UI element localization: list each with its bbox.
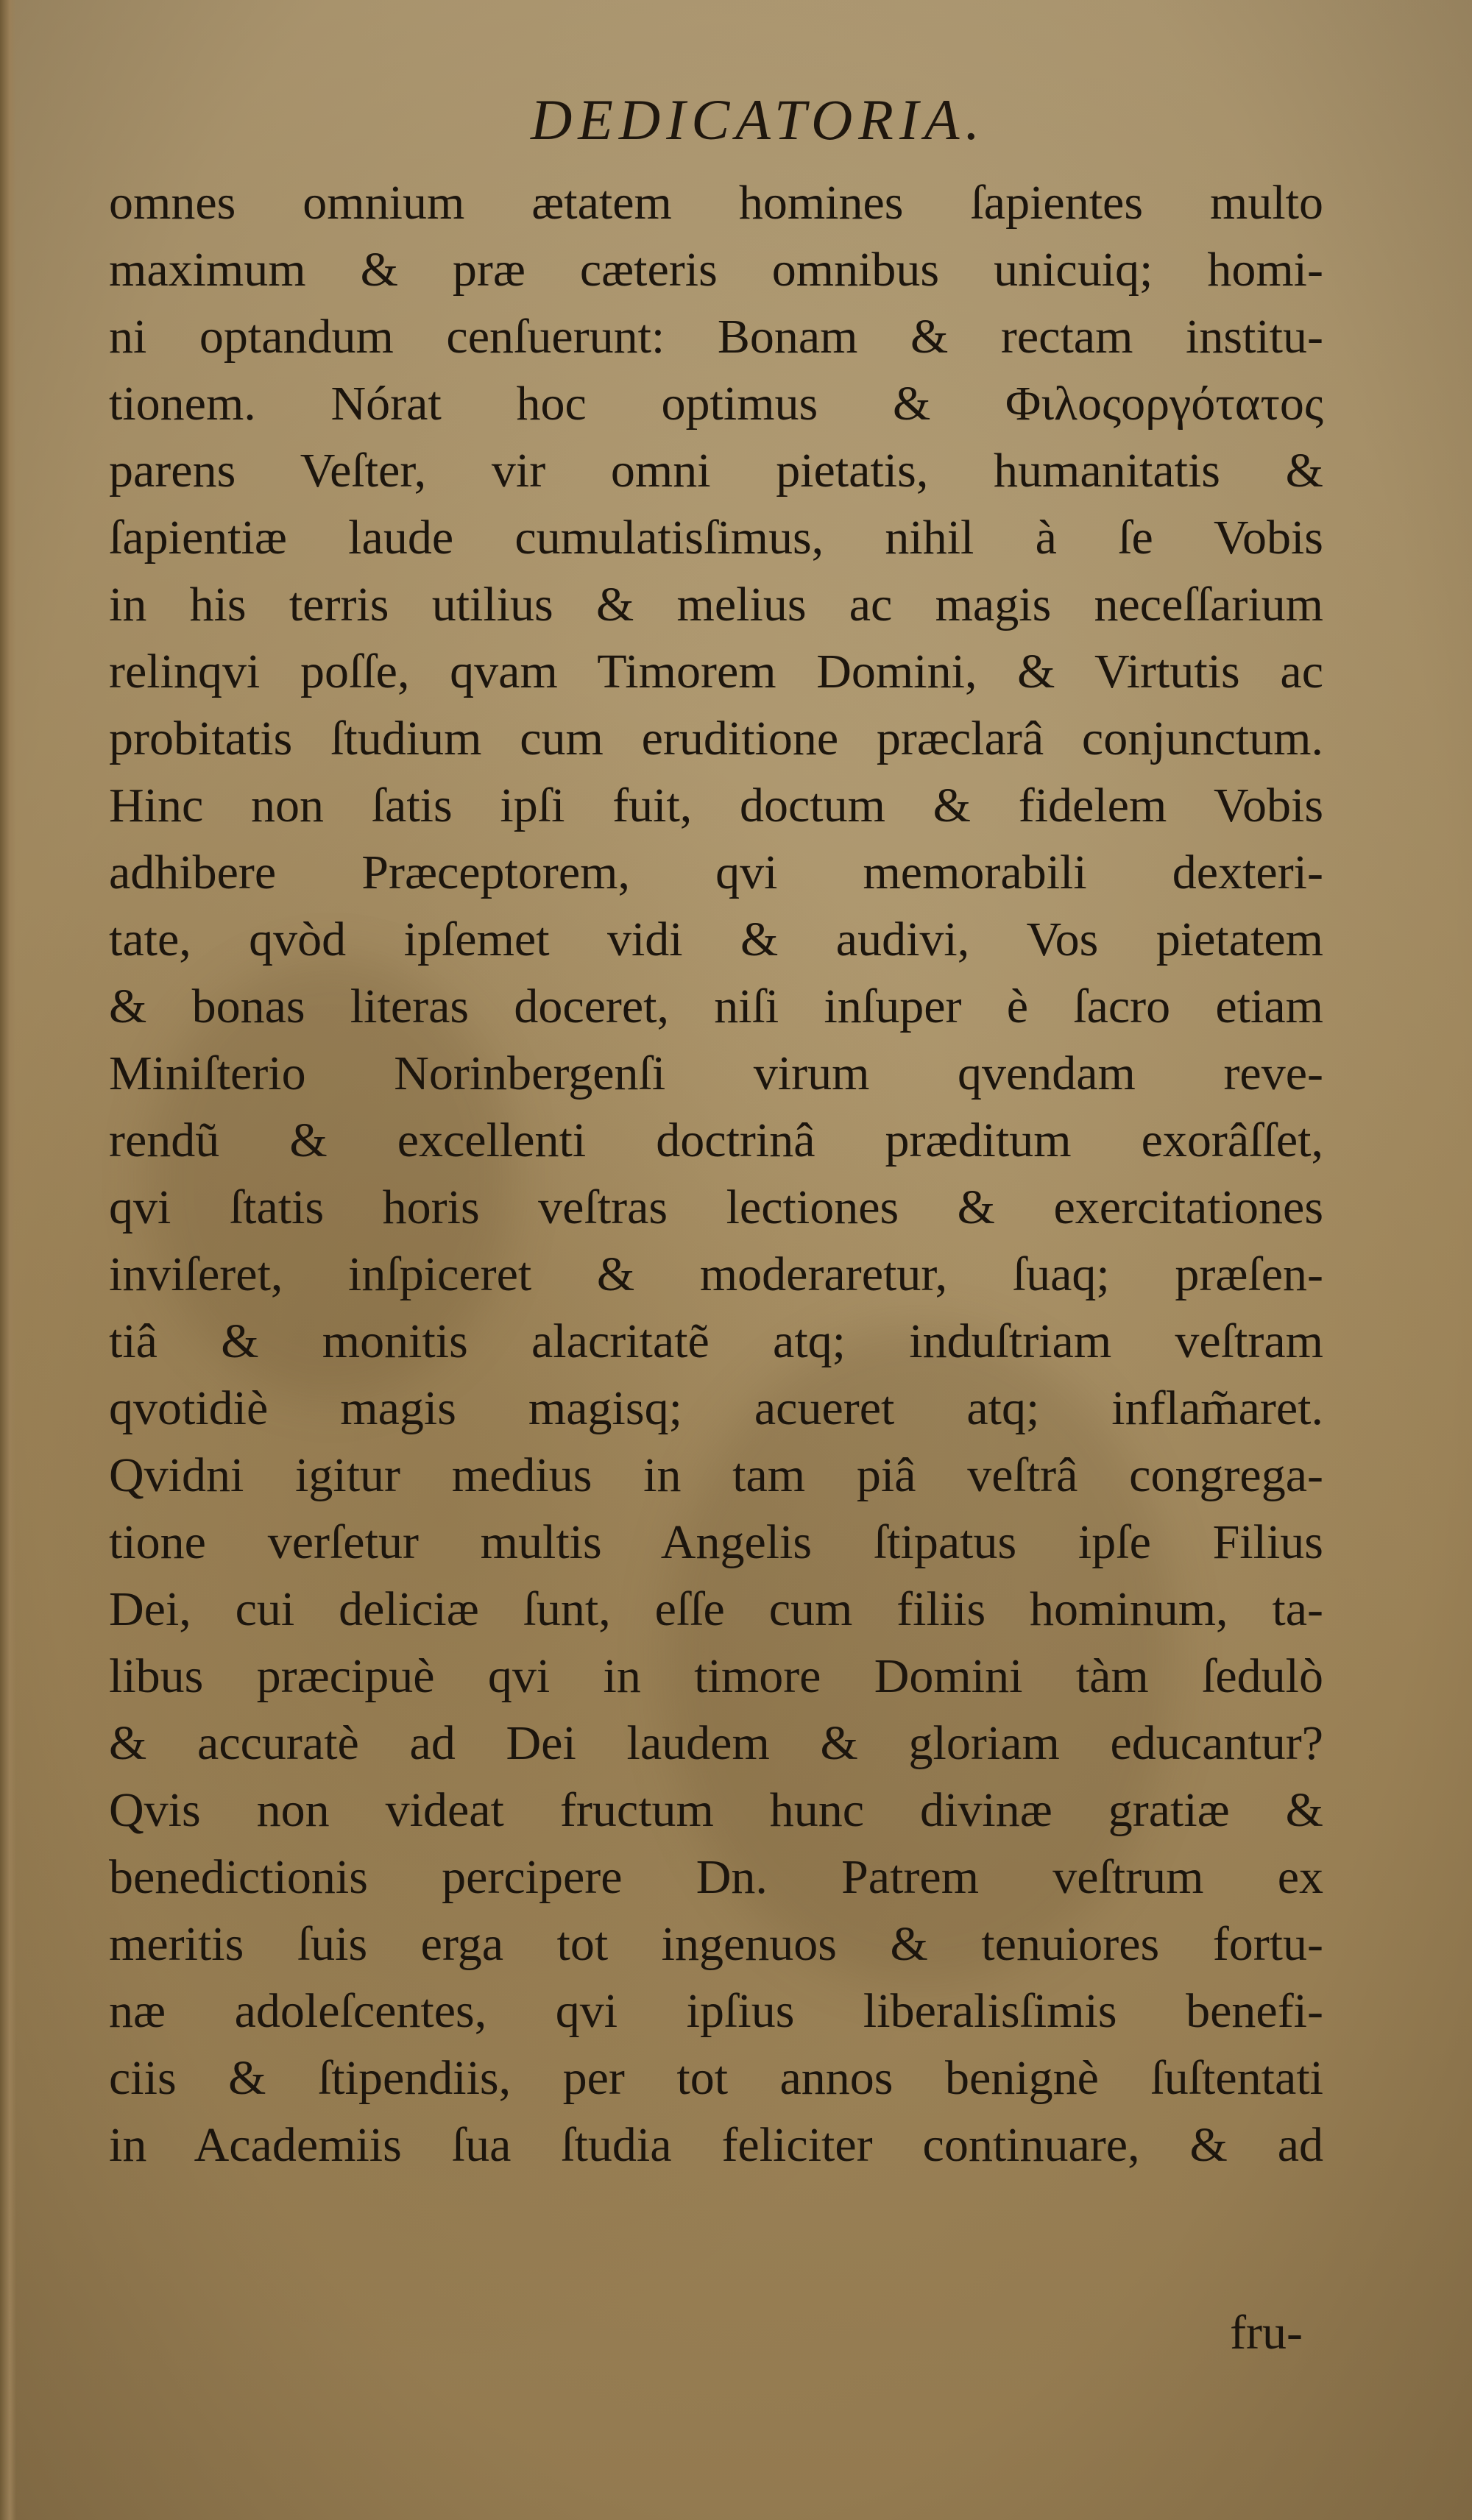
- text-line: probitatis ſtudium cum eruditione præclarâ conjunctum.: [109, 712, 1323, 765]
- text-line: relinqvi poſſe, qvam Timorem Domini, & Virtutis ac: [109, 645, 1323, 698]
- text-line: qvotidiè magis magisq; acueret atq; inflam̃aret.: [109, 1381, 1323, 1435]
- text-line: Dei, cui deliciæ ſunt, eſſe cum filiis hominum, ta-: [109, 1582, 1323, 1636]
- text-line: benedictionis percipere Dn. Patrem veſtrum ex: [109, 1850, 1323, 1904]
- catchword: fru-: [1230, 2306, 1303, 2360]
- text-line: tate, qvòd ipſemet vidi & audivi, Vos pietatem: [109, 913, 1323, 966]
- text-line: tiâ & monitis alacritatẽ atq; induſtriam veſtram: [109, 1314, 1323, 1368]
- text-line: næ adoleſcentes, qvi ipſius liberalisſimis benefi-: [109, 1984, 1323, 2038]
- text-line: in his terris utilius & melius ac magis neceſſarium: [109, 578, 1323, 631]
- text-line: rendũ & excellenti doctrinâ præditum exorâſſet,: [109, 1114, 1323, 1167]
- text-line: & bonas literas doceret, niſi inſuper è ſacro etiam: [109, 980, 1323, 1033]
- text-line: & accuratè ad Dei laudem & gloriam educantur?: [109, 1716, 1323, 1770]
- text-line: Miniſterio Norinbergenſi virum qvendam reve-: [109, 1047, 1323, 1100]
- text-line: qvi ſtatis horis veſtras lectiones & exercitationes: [109, 1181, 1323, 1234]
- text-line: Qvis non videat fructum hunc divinæ gratiæ &: [109, 1783, 1323, 1837]
- text-line: meritis ſuis erga tot ingenuos & tenuiores fortu-: [109, 1917, 1323, 1971]
- text-line: libus præcipuè qvi in timore Domini tàm ſedulò: [109, 1649, 1323, 1703]
- text-line: tione verſetur multis Angelis ſtipatus ipſe Filius: [109, 1515, 1323, 1569]
- text-line: ciis & ſtipendiis, per tot annos benignè ſuſtentati: [109, 2051, 1323, 2105]
- text-line: omnes omnium ætatem homines ſapientes multo: [109, 176, 1323, 230]
- text-line: in Academiis ſua ſtudia feliciter continuare, & ad: [109, 2118, 1323, 2172]
- text-line: parens Veſter, vir omni pietatis, humanitatis &: [109, 444, 1323, 498]
- text-line: ni optandum cenſuerunt: Bonam & rectam institu-: [109, 310, 1323, 364]
- text-line: tionem. Nórat hoc optimus & Φιλοςοργότατος: [109, 377, 1323, 431]
- running-header: DEDICATORIA.: [530, 88, 986, 152]
- body-text: [109, 169, 1323, 2179]
- text-line: Qvidni igitur medius in tam piâ veſtrâ congrega-: [109, 1448, 1323, 1502]
- text-line: ſapientiæ laude cumulatisſimus, nihil à ſe Vobis: [109, 511, 1323, 564]
- text-line: Hinc non ſatis ipſi fuit, doctum & fidelem Vobis: [109, 779, 1323, 832]
- text-line: inviſeret, inſpiceret & moderaretur, ſuaq; præſen-: [109, 1247, 1323, 1301]
- text-line: adhibere Præceptorem, qvi memorabili dexteri-: [109, 846, 1323, 899]
- text-line: maximum & præ cæteris omnibus unicuiq; homi-: [109, 243, 1323, 297]
- binding-edge: [0, 0, 16, 2520]
